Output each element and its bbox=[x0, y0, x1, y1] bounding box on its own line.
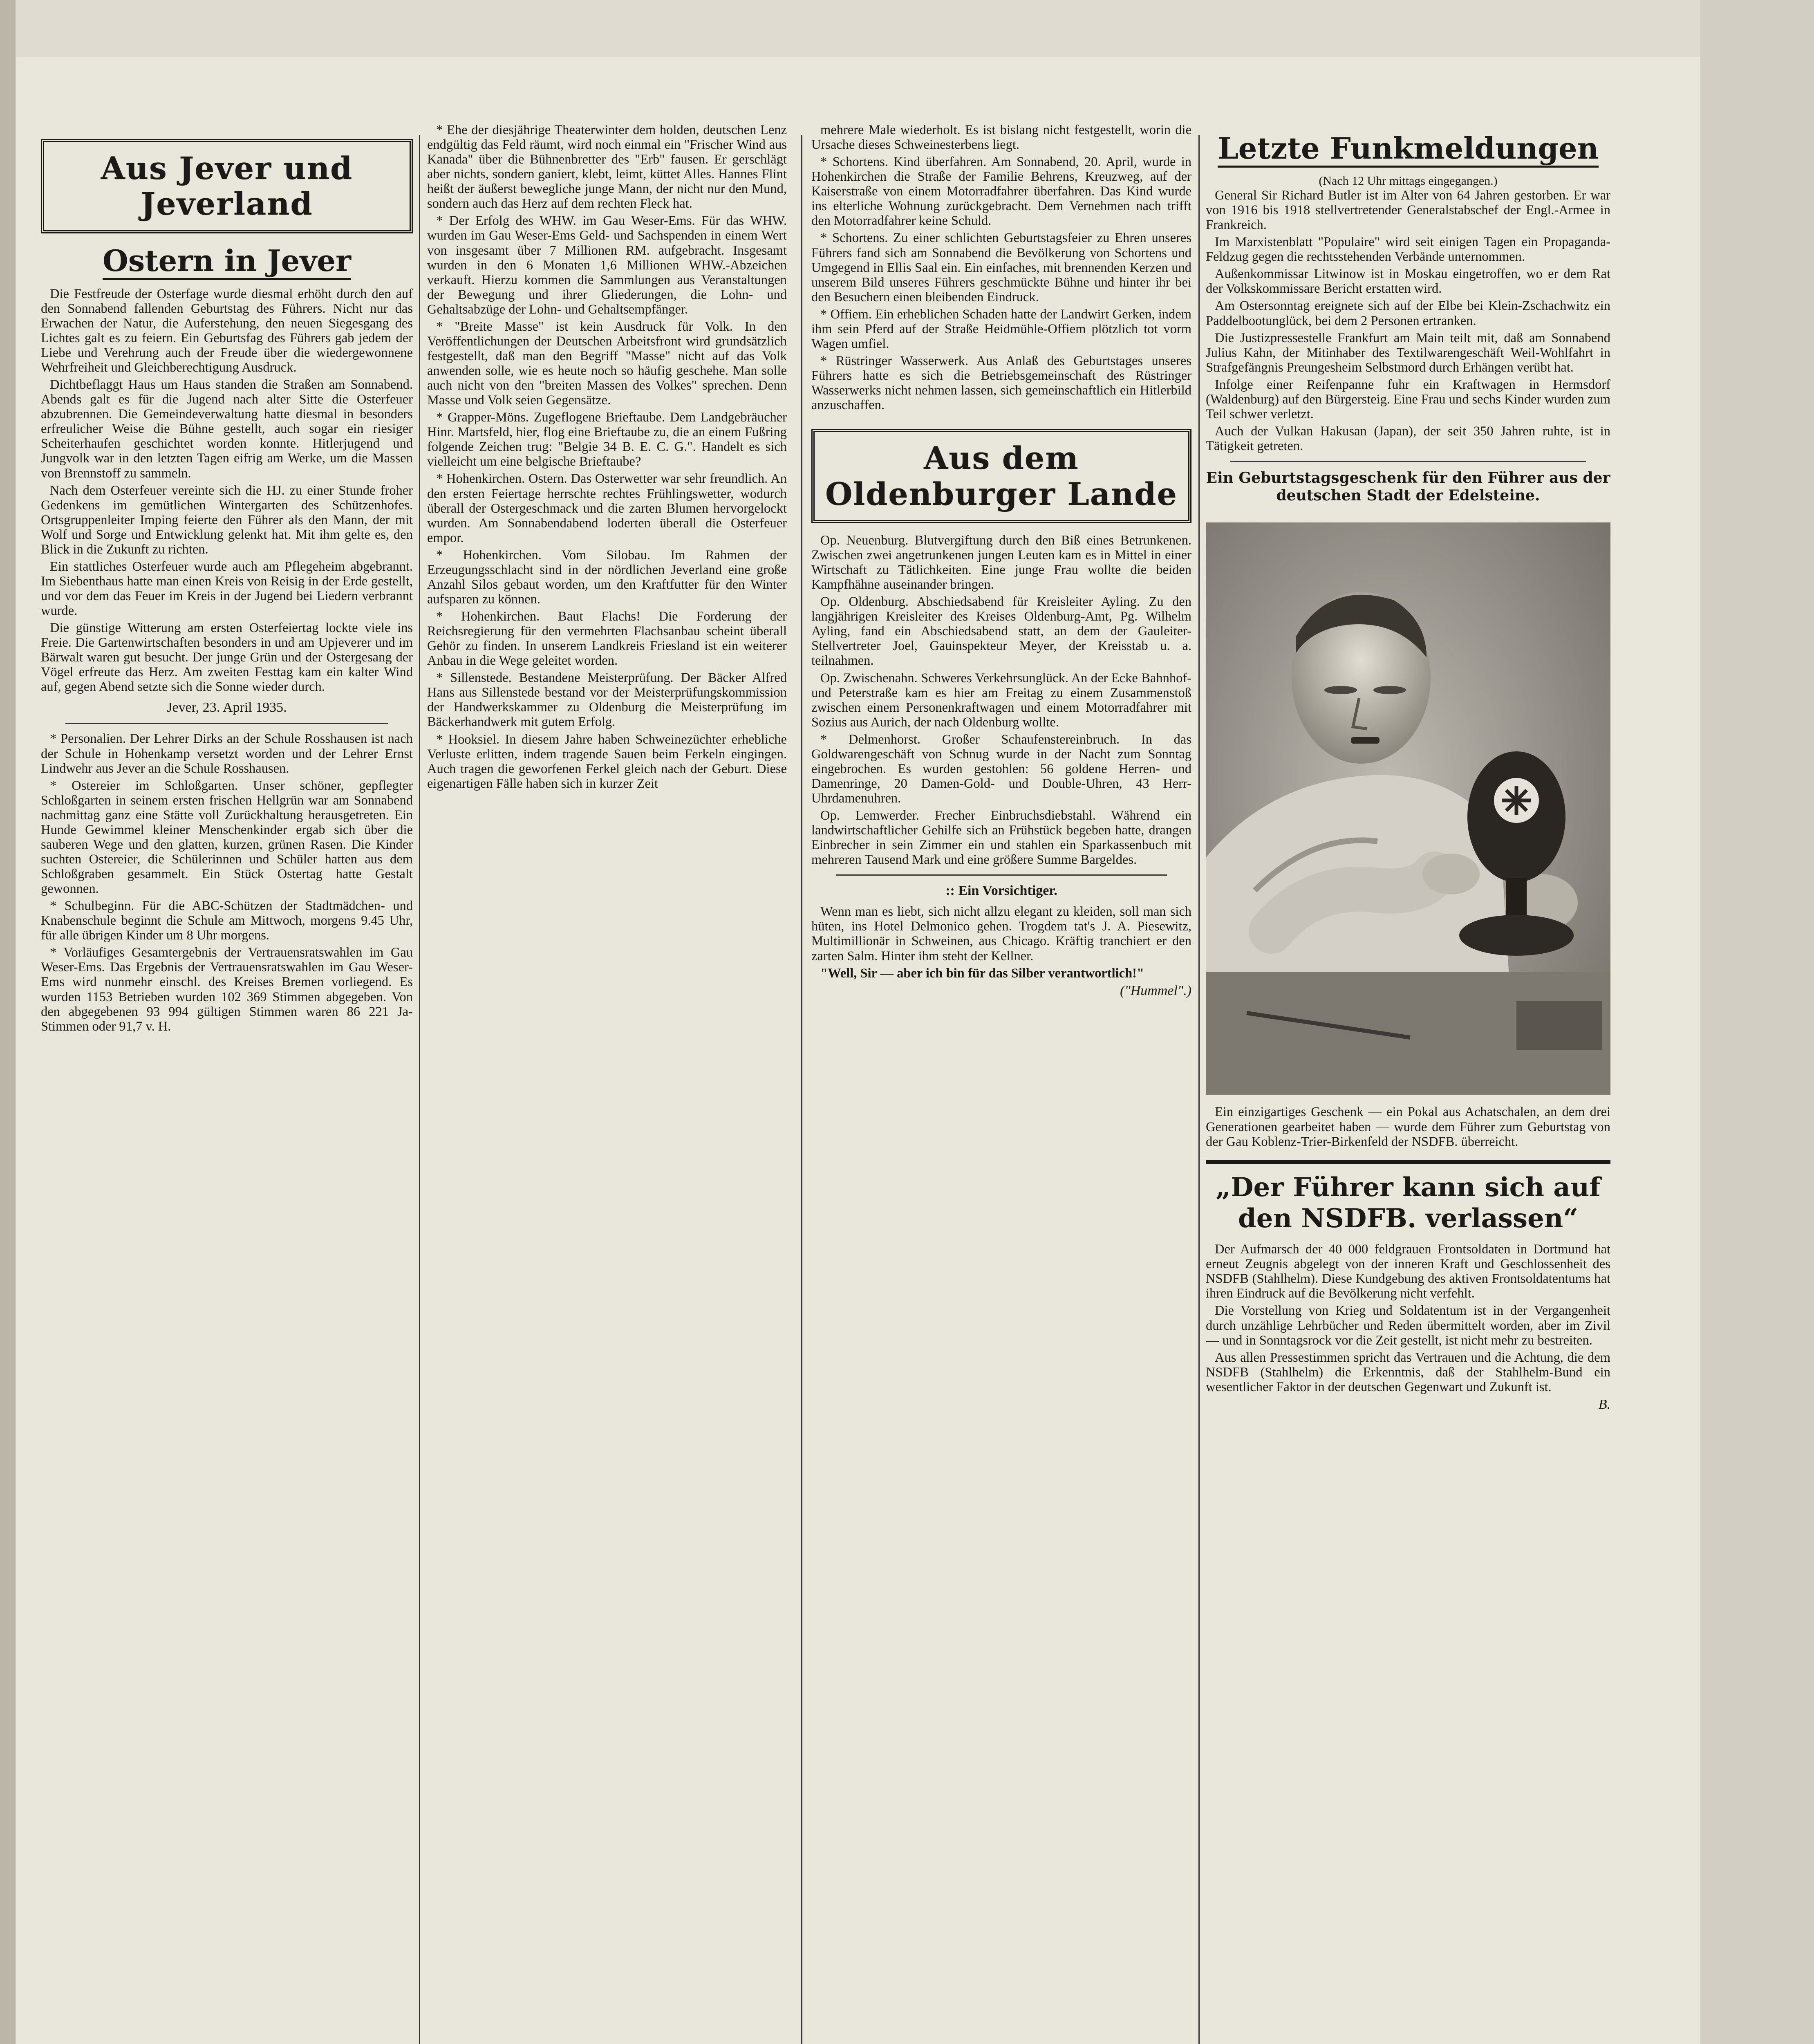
column-1 bbox=[41, 123, 413, 2044]
news-note: * Delmenhorst. Großer Schaufenstereinbruch. In das Goldwarengeschäft von Schnug wurde in der Nacht zum Sonntag eingebrochen. Es wurden gestohlen: 56 goldene Herren- und Damenringe, 20 Damen-Gold- und Double-Uhren, 43 Herr-Uhrdamenuhren. bbox=[811, 732, 1191, 806]
news-note: * Der Erfolg des WHW. im Gau Weser-Ems. Für das WHW. wurden im Gau Weser-Ems Geld- und Sachspenden in einem Wert von insgesamt über 7 Millionen RM. aufgebracht. Insgesamt wurden in den 6 Monaten 1,6 Millionen WHW.-Abzeichen verkauft. Hierzu kommen die Sammlungen aus Veranstaltungen der Bewegung und ihrer Gliederungen, die Lohn- und Gehaltsabzüge der Lohn- und Gehaltsempfänger. bbox=[427, 213, 787, 317]
news-note: * Schortens. Kind überfahren. Am Sonnabend, 20. April, wurde in Hohenkirchen die Straße der Familie Behrens, Kreuzweg, auf der Kaiserstraße von einem Motorradfahrer überfahren. Das Kind wurde ins elterliche Wohnung zurückgebracht. Dem Vernehmen nach trifft den Motorradfahrer keine Schuld. bbox=[811, 155, 1191, 229]
news-note: * Schortens. Zu einer schlichten Geburtstagsfeier zu Ehren unseres Führers fand sich am Sonnabend die Bevölkerung von Schortens und Umgegend in Ellis Saal ein. Ein einfaches, mit brennenden Kerzen und unserem Bild unseres Führers geschmückte Bühne und hinter ihr bei den Besuchern einen bleibenden Eindruck. bbox=[811, 231, 1191, 305]
column-rule bbox=[801, 135, 802, 2044]
column-2 bbox=[427, 123, 787, 2044]
subheading: :: Ein Vorsichtiger. bbox=[945, 883, 1057, 899]
article-paragraph: Aus allen Pressestimmen spricht das Vertrauen und die Achtung, die dem NSDFB (Stahlhelm) die Erkenntnis, daß der Stahlhelm-Bund ein wesentlicher Faktor in der deutschen Gegenwart und Zukunft ist. bbox=[1206, 1350, 1610, 1394]
radio-news-title: Letzte Funkmeldungen bbox=[1206, 131, 1610, 168]
news-note: * Rüstringer Wasserwerk. Aus Anlaß des Geburtstages unseres Führers hatte es sich die Betriebsgemeinschaft des Rüstringer Wasserwerks nicht nehmen lassen, sich gemeinschaftlich ein Hitlerbild anzuschaffen. bbox=[811, 353, 1191, 413]
news-note: Op. Neuenburg. Blutvergiftung durch den Biß eines Betrunkenen. Zwischen zwei angetrunkenen jungen Leuten kam es in Mittel in einer Wirtschaft zu Tätlichkeiten. Eine junge Frau wollte die beiden Kampfhähne auseinander bringen. bbox=[811, 533, 1191, 592]
column-3 bbox=[811, 123, 1191, 2044]
article-headline: „Der Führer kann sich auf den NSDFB. verlassen“ bbox=[1206, 1160, 1610, 1235]
news-note: * Hohenkirchen. Ostern. Das Osterwetter war sehr freundlich. An den ersten Feiertage herrschte rechtes Frühlingswetter, wodurch überall der Ostergeschmack und die zarten Blumen hervorgelockt wurden. Am Sonnabendabend loderten überall die Osterfeuer empor. bbox=[427, 471, 787, 545]
section-header: Aus dem Oldenburger Lande bbox=[811, 429, 1191, 523]
news-item: Am Ostersonntag ereignete sich auf der Elbe bei Klein-Zschachwitz ein Paddelbootunglück, bei dem 2 Personen ertranken. bbox=[1206, 298, 1610, 328]
section-header: Aus Jever und Jeverland bbox=[41, 139, 413, 233]
anecdote: Wenn man es liebt, sich nicht allzu elegant zu kleiden, soll man sich hüten, ins Hotel Delmonico gehen. Trogdem tat's J. A. Piesewitz, Multimillionär in Schweinen, aus Chicago. Kräftig tranchiert er den zarten Salm. Hinter ihm steht der Kellner. bbox=[811, 904, 1191, 964]
news-note: * Offiem. Ein erheblichen Schaden hatte der Landwirt Gerken, indem ihm sein Pferd auf der Straße Heidmühle-Offiem plötzlich tot vorm Wagen umfiel. bbox=[811, 307, 1191, 351]
column-4 bbox=[1206, 123, 1610, 2044]
divider bbox=[1230, 461, 1586, 462]
article-paragraph: Die Vorstellung von Krieg und Soldatentum ist in der Vergangenheit durch unzählige Lehrbücher und Reden übermittelt worden, aber im Zivil — und in Sonntagsrock vor die Zeit gestellt, ist nicht mehr zu bestreiten. bbox=[1206, 1303, 1610, 1348]
quote: "Well, Sir — aber ich bin für das Silber verantwortlich!" bbox=[820, 966, 1144, 981]
divider bbox=[65, 723, 388, 724]
column-rule bbox=[1198, 135, 1200, 2044]
photo-caption-top: Ein Geburtstagsgeschenk für den Führer aus der deutschen Stadt der Edelsteine. bbox=[1206, 469, 1610, 504]
news-note: * Sillenstede. Bestandene Meisterprüfung. Der Bäcker Alfred Hans aus Sillenstede bestand vor der Meisterprüfungskommission der Handwerkskammer zu Oldenburg die Meisterprüfung im Bäckerhandwerk mit gutem Erfolg. bbox=[427, 670, 787, 730]
news-note: * Ehe der diesjährige Theaterwinter dem holden, deutschen Lenz endgültig das Feld räumt, wird noch einmal ein "Frischer Wind aus Kanada" über die Bühnenbretter des "Erb" fausen. Er gerschlägt aber nichts, sondern ganiert, klebt, leimt, küttet Alles. Hannes Flint heißt der äußerst bewegliche junge Mann, der nicht nur den Mund, sondern auch das Herz auf dem rechten Fleck hat. bbox=[427, 123, 787, 211]
divider bbox=[836, 874, 1167, 876]
news-note: Op. Lemwerder. Frecher Einbruchsdiebstahl. Während ein landwirtschaftlicher Gehilfe sich an Frühstück begeben hatte, drangen Einbrecher in sein Zimmer ein und stahlen ein Sparkassenbuch mit mehreren Tausend Mark und eine größere Summe Bargeldes. bbox=[811, 808, 1191, 867]
news-note: * Hooksiel. In diesem Jahre haben Schweinezüchter erhebliche Verluste erlitten, indem tragende Sauen beim Ferkeln eingingen. Auch tragen die geworfenen Ferkel gleich nach der Geburt. Diese eigenartigen Fälle haben sich in kurzer Zeit bbox=[427, 732, 787, 791]
column-rule bbox=[419, 135, 420, 2044]
news-item: Im Marxistenblatt "Populaire" wird seit einigen Tagen ein Propaganda-Feldzug gegen die rechtsstehenden Verbände unternommen. bbox=[1206, 235, 1610, 264]
news-note: * Schulbeginn. Für die ABC-Schützen der Stadtmädchen- und Knabenschule beginnt die Schule am Mittwoch, morgens 9.45 Uhr, für alle übrigen Kinder um 8 Uhr morgens. bbox=[41, 899, 413, 943]
news-note: mehrere Male wiederholt. Es ist bislang nicht festgestellt, worin die Ursache dieses Schweinesterbens liegt. bbox=[811, 123, 1191, 152]
news-note: * "Breite Masse" ist kein Ausdruck für Volk. In den Veröffentlichungen der Deutschen Arbeitsfront wird grundsätzlich festgestellt, daß man den Begriff "Masse" nicht auf das Volk anwenden solle, wie es heute noch so häufig geschehe. Man solle auch nicht von den "breiten Massen des Volkes" sprechen. Denn Masse und Volk seien Gegensätze. bbox=[427, 319, 787, 408]
news-item: Auch der Vulkan Hakusan (Japan), der seit 350 Jahren ruhte, ist in Tätigkeit getreten. bbox=[1206, 424, 1610, 453]
news-note: * Ostereier im Schloßgarten. Unser schöner, gepflegter Schloßgarten in seinem ersten frischen Hellgrün war am Sonnabend nachmittag ganz eine Stätte voll Zurückhaltung herausgetreten. Ein Hunde Gewimmel kleiner Menschenkinder ergab sich über die sauberen Wege und den glatten, kurzen, grünen Rasen. Die Kinder suchten Ostereier, die Schülerinnen und Schüler hatten aus dem Schloßgraben gesammelt. Ein Stück Ostertag hatte Gestalt gewonnen. bbox=[41, 778, 413, 896]
news-note: Op. Oldenburg. Abschiedsabend für Kreisleiter Ayling. Zu den langjährigen Kreisleiter des Kreises Oldenburg-Amt, Pg. Wilhelm Ayling, fand ein Abschiedsabend statt, an dem der Gauleiter-Stellvertreter Joel, Gauinspekteur Meyer, der Kreisstab u. a. teilnahmen. bbox=[811, 594, 1191, 668]
author-signature: B. bbox=[1598, 1396, 1610, 1412]
dateline: Jever, 23. April 1935. bbox=[167, 700, 287, 715]
news-note: Op. Zwischenahn. Schweres Verkehrsunglück. An der Ecke Bahnhof- und Peterstraße kam es hier am Freitag zu einem Zusammenstoß zwischen einem Personenkraftwagen und einem Motorradfahrer mit Sozius aus Aurich, der nach Oldenburg wollte. bbox=[811, 670, 1191, 730]
article-paragraph: Dichtbeflaggt Haus um Haus standen die Straßen am Sonnabend. Abends galt es für die Jugend nach alter Sitte die Osterfeuer abzubrennen. Die Gemeindeverwaltung hatte diesmal in besonders erfreulicher Weise die Bühne gestellt, auch sogar ein riesiger Scheiterhaufen geschichtet worden konnte. Hitlerjugend und Jungvolk war in den letzten Tagen eifrig am Werke, um die Massen von Brennstoff zu sammeln. bbox=[41, 377, 413, 481]
news-note: * Hohenkirchen. Vom Silobau. Im Rahmen der Erzeugungsschlacht sind in der nördlichen Jeverland eine große Anzahl Silos gebaut worden, um den Kraftfutter für den Winter aufsparen zu können. bbox=[427, 547, 787, 607]
article-paragraph: Der Aufmarsch der 40 000 feldgrauen Frontsoldaten in Dortmund hat erneut Zeugnis abgelegt von der inneren Kraft und Geschlossenheit des NSDFB (Stahlhelm). Diese Kundgebung des aktiven Frontsoldatentums hat ihren Eindruck auf die Bevölkerung nicht verfehlt. bbox=[1206, 1242, 1610, 1301]
photo-caption: Ein einzigartiges Geschenk — ein Pokal aus Achatschalen, an dem drei Generationen gearbeitet haben — wurde dem Führer zum Geburtstag von der Gau Koblenz-Trier-Birkenfeld der NSDFB. überreicht. bbox=[1206, 1105, 1610, 1149]
press-photo bbox=[1206, 522, 1610, 1095]
article-paragraph: Die günstige Witterung am ersten Osterfeiertag lockte viele ins Freie. Die Gartenwirtschaften besonders in und am Upjeverer und im Bärwalt waren gut besucht. Der junge Grün und der Ostergesang der Vögel erfreute das Herz. Am zweiten Festtag kam ein kalter Wind auf, gegen Abend setzte sich die Sonne wieder durch. bbox=[41, 621, 413, 695]
news-note: * Grapper-Möns. Zugeflogene Brieftaube. Dem Landgebräucher Hinr. Martsfeld, hier, flog eine Brieftaube zu, die an einem Fußring folgende Zeichen trug: "Belgie 34 B. E. C. G.". Handelt es sich vielleicht um eine belgische Brieftaube? bbox=[427, 410, 787, 469]
binding-edge bbox=[0, 0, 16, 2044]
news-note: * Personalien. Der Lehrer Dirks an der Schule Rosshausen ist nach der Schule in Hohenkamp versetzt worden und der Lehrer Ernst Lindwehr aus Jever an die Schule Rosshausen. bbox=[41, 731, 413, 776]
radio-news-subtitle: (Nach 12 Uhr mittags eingegangen.) bbox=[1319, 174, 1498, 188]
news-item: Die Justizpressestelle Frankfurt am Main teilt mit, daß am Sonnabend Julius Kahn, der Mitinhaber des Textilwarengeschäft Weil-Wohlfahrt in Strafgefängnis Preungesheim Selbstmord durch Erhängen verübt hat. bbox=[1206, 330, 1610, 375]
news-note: * Vorläufiges Gesamtergebnis der Vertrauensratswahlen im Gau Weser-Ems. Das Ergebnis der Vertrauensratswahlen im Gau Weser-Ems wird nunmehr einschl. des Kreises Bremen vorliegend. Es wurden 1153 Betrieben wurden 102 369 Stimmen abgegeben. Von den abgegebenen 93 994 gültigen Stimmen waren 86 221 Ja-Stimmen oder 91,7 v. H. bbox=[41, 945, 413, 1034]
news-item: General Sir Richard Butler ist im Alter von 64 Jahren gestorben. Er war von 1916 bis 1918 stellvertretender Generalstabschef der Engl.-Armee in Frankreich. bbox=[1206, 188, 1610, 233]
page-margin-right bbox=[1700, 0, 1814, 2044]
news-item: Infolge einer Reifenpanne fuhr ein Kraftwagen in Hermsdorf (Waldenburg) auf den Bürgersteig. Eine Frau und sechs Kinder wurden zum Teil schwer verletzt. bbox=[1206, 377, 1610, 421]
news-item: Außenkommissar Litwinow ist in Moskau eingetroffen, wo er dem Rat der Volkskommissare Bericht erstatten wird. bbox=[1206, 267, 1610, 296]
article-title: Ostern in Jever bbox=[41, 243, 413, 280]
quote-source: ("Hummel".) bbox=[1120, 983, 1191, 998]
article-paragraph: Nach dem Osterfeuer vereinte sich die HJ. zu einer Stunde froher Gedenkens im gemütlichen Wintergarten des Schützenhofes. Ortsgruppenleiter Imping feierte den Führer als den Mann, der mit Wolf und Sorge und Entwicklung gelenkt hat. Mit ihm gelte es, den Blick in die Zukunft zu richten. bbox=[41, 483, 413, 557]
news-note: * Hohenkirchen. Baut Flachs! Die Forderung der Reichsregierung für den vermehrten Flachsanbau scheint überall Gehör zu finden. In unserem Landkreis Friesland ist ein weiterer Anbau in die Wege geleitet worden. bbox=[427, 609, 787, 668]
article-paragraph: Ein stattliches Osterfeuer wurde auch am Pflegeheim abgebrannt. Im Siebenthaus hatte man einen Kreis von Reisig in der Erde gestellt, und vor dem das Feuer im Kreis in der Jugend bei Liedern verbrannt wurde. bbox=[41, 559, 413, 619]
article-paragraph: Die Festfreude der Osterfage wurde diesmal erhöht durch den auf den Sonnabend fallenden Geburtstag des Führers. Nicht nur das Erwachen der Natur, die Auferstehung, den neuen Siegesgang des Lichtes galt es zu feiern. Ein Geburtsfag des Führers gab jedem der Liebe und Verehrung auch der Freude über die wiedergewonnene Wehrfreiheit und Gleichberechtigung Ausdruck. bbox=[41, 286, 413, 375]
